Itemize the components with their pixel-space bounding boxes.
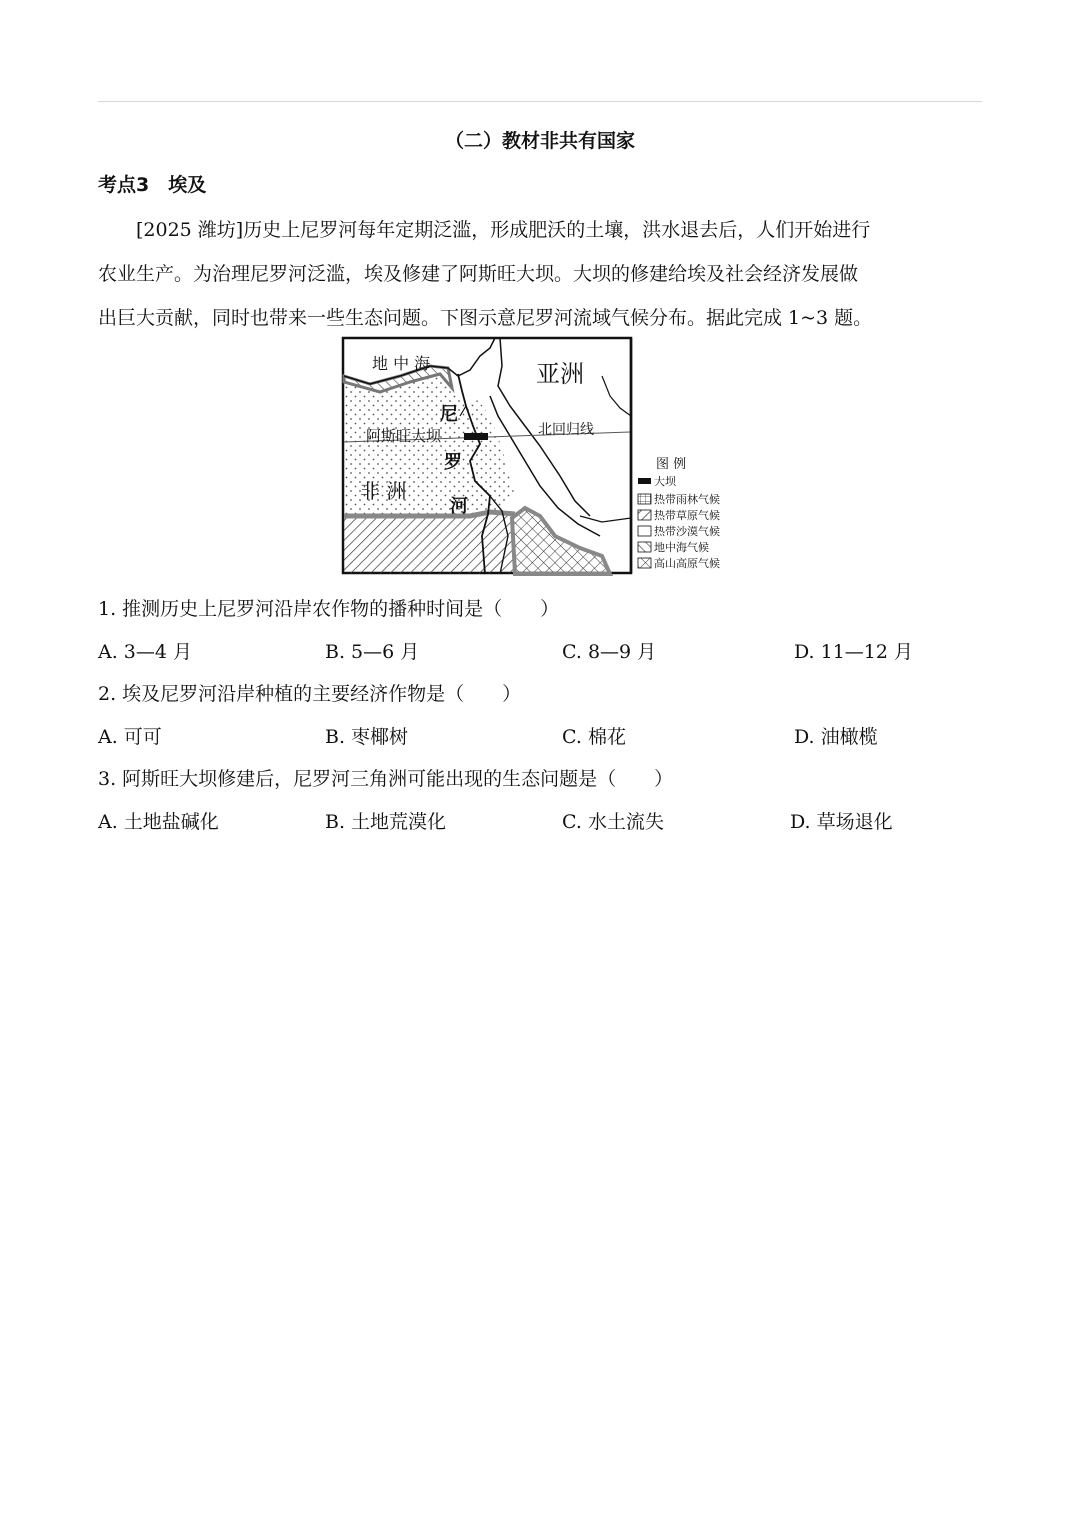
q3-option-c[interactable]: C. 水土流失 (562, 811, 664, 833)
q2-option-c[interactable]: C. 棉花 (562, 726, 626, 748)
intro-paragraph (98, 208, 982, 340)
map-legend (638, 457, 720, 570)
label-nile-char-2: 罗 (444, 452, 462, 473)
q3-option-b[interactable]: B. 土地荒漠化 (325, 811, 447, 833)
legend-item: 热带草原气候 (654, 509, 720, 522)
label-nile-char-3: 河 (450, 496, 468, 517)
label-nile-char-1: 尼 (440, 404, 458, 425)
q1-option-b[interactable]: B. 5—6 月 (325, 641, 420, 663)
label-aswan-dam: 阿斯旺大坝 (366, 427, 442, 445)
intro-line: 出巨大贡献，同时也带来一些生态问题。下图示意尼罗河流域气候分布。据此完成 1~3 题。 (98, 307, 873, 329)
label-mediterranean: 地 中 海 (372, 354, 431, 373)
topic-heading: 考点3 埃及 (98, 174, 207, 196)
q1-option-a[interactable]: A. 3—4 月 (98, 641, 193, 663)
question-stem-2: 2. 埃及尼罗河沿岸种植的主要经济作物是（ ） (98, 683, 522, 705)
nile-climate-map (340, 336, 735, 576)
header-divider (98, 101, 982, 102)
q2-option-a[interactable]: A. 可可 (98, 726, 162, 748)
label-asia: 亚洲 (536, 360, 584, 388)
q2-option-b[interactable]: B. 枣椰树 (325, 726, 409, 748)
legend-item: 热带雨林气候 (654, 493, 720, 506)
intro-line: 农业生产。为治理尼罗河泛滥，埃及修建了阿斯旺大坝。大坝的修建给埃及社会经济发展做 (98, 263, 859, 285)
legend-item: 大坝 (654, 475, 676, 488)
q1-option-c[interactable]: C. 8—9 月 (562, 641, 657, 663)
q3-option-a[interactable]: A. 土地盐碱化 (98, 811, 219, 833)
legend-item: 地中海气候 (654, 541, 709, 554)
q3-option-d[interactable]: D. 草场退化 (790, 811, 893, 833)
legend-title: 图 例 (656, 457, 687, 472)
legend-item: 高山高原气候 (654, 557, 720, 570)
section-title: （二）教材非共有国家 (444, 130, 635, 152)
q1-option-d[interactable]: D. 11—12 月 (794, 641, 914, 663)
question-stem-3: 3. 阿斯旺大坝修建后，尼罗河三角洲可能出现的生态问题是（ ） (98, 768, 674, 790)
question-stem-1: 1. 推测历史上尼罗河沿岸农作物的播种时间是（ ） (98, 598, 560, 620)
legend-item: 热带沙漠气候 (654, 525, 720, 538)
label-tropic-of-cancer: 北回归线 (538, 422, 594, 438)
dam-marker (464, 433, 488, 440)
q2-option-d[interactable]: D. 油橄榄 (794, 726, 878, 748)
label-africa: 非 洲 (360, 479, 407, 503)
intro-line: [2025 潍坊]历史上尼罗河每年定期泛滥，形成肥沃的土壤，洪水退去后，人们开始进行 (136, 219, 871, 241)
map-frame (343, 338, 631, 574)
